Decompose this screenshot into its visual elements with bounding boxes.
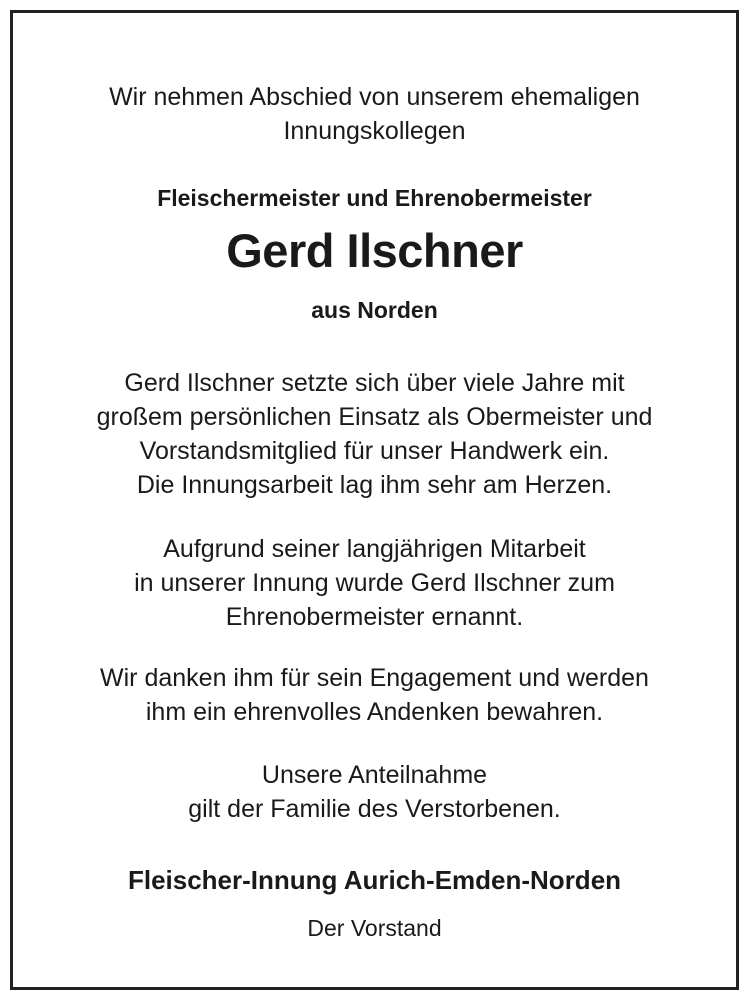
paragraph-line: großem persönlichen Einsatz als Obermeister und: [96, 403, 653, 431]
deceased-origin: aus Norden: [311, 297, 438, 323]
intro-line: Wir nehmen Abschied von unserem ehemaligen: [109, 83, 640, 111]
paragraph-line: Vorstandsmitglied für unser Handwerk ein.: [139, 437, 610, 465]
paragraph-line: Aufgrund seiner langjährigen Mitarbeit: [163, 535, 586, 563]
paragraph-service: [13, 366, 736, 502]
paragraph-thanks: [13, 661, 736, 729]
organization-name: Fleischer-Innung Aurich-Emden-Norden: [127, 865, 622, 895]
intro-text: [13, 80, 736, 148]
paragraph-line: in unserer Innung wurde Gerd Ilschner zum: [134, 569, 615, 597]
paragraph-honor: [13, 532, 736, 634]
paragraph-condolence: [13, 758, 736, 826]
paragraph-line: Die Innungsarbeit lag ihm sehr am Herzen.: [136, 471, 613, 499]
paragraph-line: Ehrenobermeister ernannt.: [225, 603, 524, 631]
paragraph-line: Wir danken ihm für sein Engagement und werden: [100, 664, 649, 692]
paragraph-line: Unsere Anteilnahme: [261, 761, 488, 789]
board-signature: Der Vorstand: [307, 915, 442, 941]
deceased-name: Gerd Ilschner: [226, 224, 523, 277]
paragraph-line: Gerd Ilschner setzte sich über viele Jahre mit: [124, 369, 625, 397]
paragraph-line: gilt der Familie des Verstorbenen.: [188, 795, 561, 823]
intro-line: Innungskollegen: [283, 117, 466, 145]
deceased-title: Fleischermeister und Ehrenobermeister: [157, 185, 592, 211]
obituary-notice: [10, 10, 739, 990]
paragraph-line: ihm ein ehrenvolles Andenken bewahren.: [145, 698, 604, 726]
